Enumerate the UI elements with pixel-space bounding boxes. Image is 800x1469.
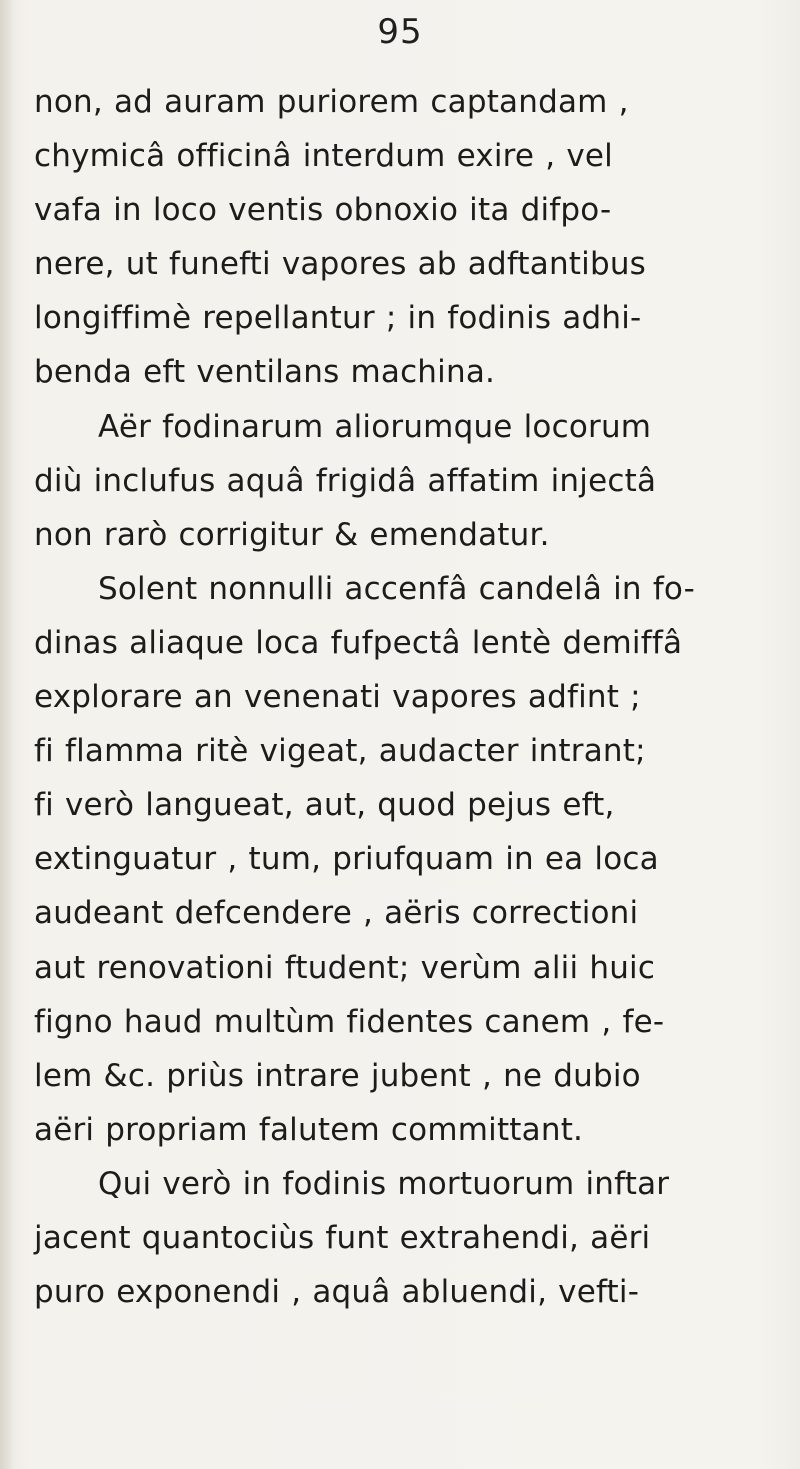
- text-line: jacent quantociùs funt extrahendi, aëri: [34, 1219, 651, 1256]
- text-line: dinas aliaque loca fufpectâ lentè demiffâ: [34, 624, 683, 661]
- text-line: fi flamma ritè vigeat, audacter intrant;: [34, 733, 646, 770]
- paragraph-first-line: Solent nonnulli accenfâ candelâ in fo-: [98, 570, 696, 607]
- paragraph-first-line: Qui verò in fodinis mortuorum inftar: [98, 1165, 670, 1202]
- text-line: non, ad auram puriorem captandam ,: [34, 84, 629, 120]
- text-line: lem &c. priùs intrare jubent , ne dubio: [34, 1057, 641, 1094]
- text-line: figno haud multùm fidentes canem , fe-: [34, 1003, 665, 1040]
- body-text: [34, 75, 764, 1319]
- text-line: non rarò corrigitur & emendatur.: [34, 516, 550, 553]
- binding-shadow: [0, 0, 14, 1469]
- text-line: aëri propriam falutem committant.: [34, 1111, 584, 1148]
- text-line: diù inclufus aquâ frigidâ affatim injectâ: [34, 462, 657, 499]
- page-number: 95: [377, 12, 423, 52]
- text-line: nere, ut funefti vapores ab adftantibus: [34, 246, 647, 283]
- text-line: puro exponendi , aquâ abluendi, vefti-: [34, 1274, 640, 1311]
- text-line: extinguatur , tum, priufquam in ea loca: [34, 841, 659, 878]
- text-line: audeant defcendere , aëris correctioni: [34, 895, 639, 932]
- text-line: vafa in loco ventis obnoxio ita difpo-: [34, 192, 612, 229]
- text-line: fi verò langueat, aut, quod pejus eft,: [34, 787, 615, 824]
- text-line: explorare an venenati vapores adfint ;: [34, 679, 641, 716]
- text-line: chymicâ officinâ interdum exire , vel: [34, 138, 613, 175]
- paragraph-first-line: Aër fodinarum aliorumque locorum: [98, 408, 652, 445]
- text-line: longiffimè repellantur ; in fodinis adhi-: [34, 300, 642, 337]
- text-line: benda eft ventilans machina.: [34, 354, 496, 391]
- text-line: aut renovationi ftudent; verùm alii huic: [34, 949, 656, 986]
